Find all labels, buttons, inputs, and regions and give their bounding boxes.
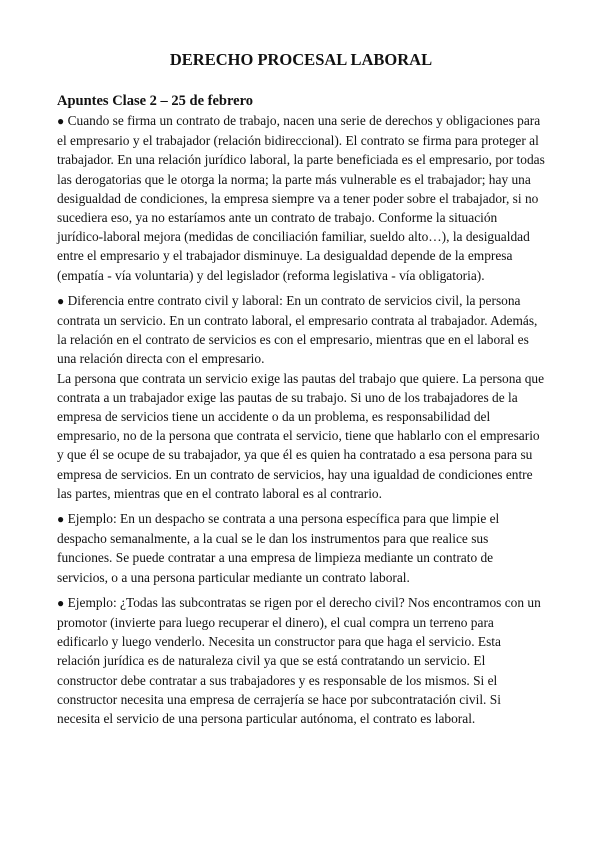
paragraph-text: Ejemplo: ¿Todas las subcontratas se rigen por el derecho civil? Nos encontramos con un promotor (invierte para luego recuperar el dinero), el cual compra un terreno para edificarlo y luego venderlo. Necesita un constructor para que haga el servicio. Esta relación jurídica es de naturaleza civil ya que se está contratando un servicio. El constructor debe contratar a sus trabajadores y es responsable de los mismos. Si el constructor necesita una empresa de cerrajería se hace por subcontratación civil. Si necesita el servicio de una persona particular autónoma, el contrato es laboral. bbox=[57, 594, 541, 727]
bullet-icon: ● bbox=[57, 512, 65, 527]
paragraph-diferencia-contratos bbox=[57, 291, 545, 369]
paragraph-contrato-servicios bbox=[57, 369, 545, 503]
paragraph-ejemplo-despacho bbox=[57, 509, 545, 587]
paragraph-ejemplo-subcontratas bbox=[57, 593, 545, 728]
bullet-icon: ● bbox=[57, 293, 65, 308]
paragraph-relacion-laboral bbox=[57, 111, 545, 285]
paragraph-text: Ejemplo: En un despacho se contrata a una persona específica para que limpie el despacho semanalmente, a la cual se le dan los instrumentos para que realice sus funciones. Se puede contratar a una empresa de limpieza mediante un contrato de servicios, o a una persona particular mediante un contrato laboral. bbox=[57, 511, 500, 585]
document-page bbox=[57, 50, 545, 734]
class-notes-subtitle: Apuntes Clase 2 – 25 de febrero bbox=[57, 93, 254, 109]
page-title: DERECHO PROCESAL LABORAL bbox=[169, 50, 433, 69]
bullet-icon: ● bbox=[57, 114, 65, 128]
paragraph-text: Diferencia entre contrato civil y laboral: En un contrato de servicios civil, la persona contrata un servicio. En un contrato laboral, el empresario contrata al trabajador. Además, la relación en el contrato de servicios es con el empresario, mientras que en el laboral es una relación directa con el empresario. bbox=[57, 292, 538, 367]
paragraph-text: Cuando se firma un contrato de trabajo, nacen una serie de derechos y obligaciones para el empresario y el trabajador (relación bidireccional). El contrato se firma para proteger al trabajador. En una relación jurídico laboral, la parte beneficiada es el empresario, por todas las derogatorias que le otorga la norma; la parte más vulnerable es el trabajador; hay una desigualdad de condiciones, la empresa siempre va a tener poder sobre el trabajador, si no sucediera eso, ya no estaríamos ante un contrato de trabajo. Conforme la situación jurídico-laboral mejora (medidas de conciliación familiar, sueldo alto…), la desigualdad entre el empresario y el trabajador disminuye. La desigualdad depende de la empresa (empatía - vía voluntaria) y del legislador (reforma legislativa - vía obligatoria). bbox=[57, 113, 545, 283]
bullet-icon: ● bbox=[57, 595, 65, 610]
paragraph-text: La persona que contrata un servicio exige las pautas del trabajo que quiere. La persona que contrata a un trabajador exige las pautas de su trabajo. Si uno de los trabajadores de la empresa de servicios tiene un accidente o da un problema, es responsabilidad del empresario, no de la persona que contrata el servicio, tiene que hablarlo con el empresario y que él se ocupe de su trabajador, ya que él es quien ha contratado a esa persona para su empresa de servicios. En un contrato de servicios, hay una igualdad de condiciones entre las partes, mientras que en el contrato laboral es al contrario. bbox=[57, 370, 545, 501]
